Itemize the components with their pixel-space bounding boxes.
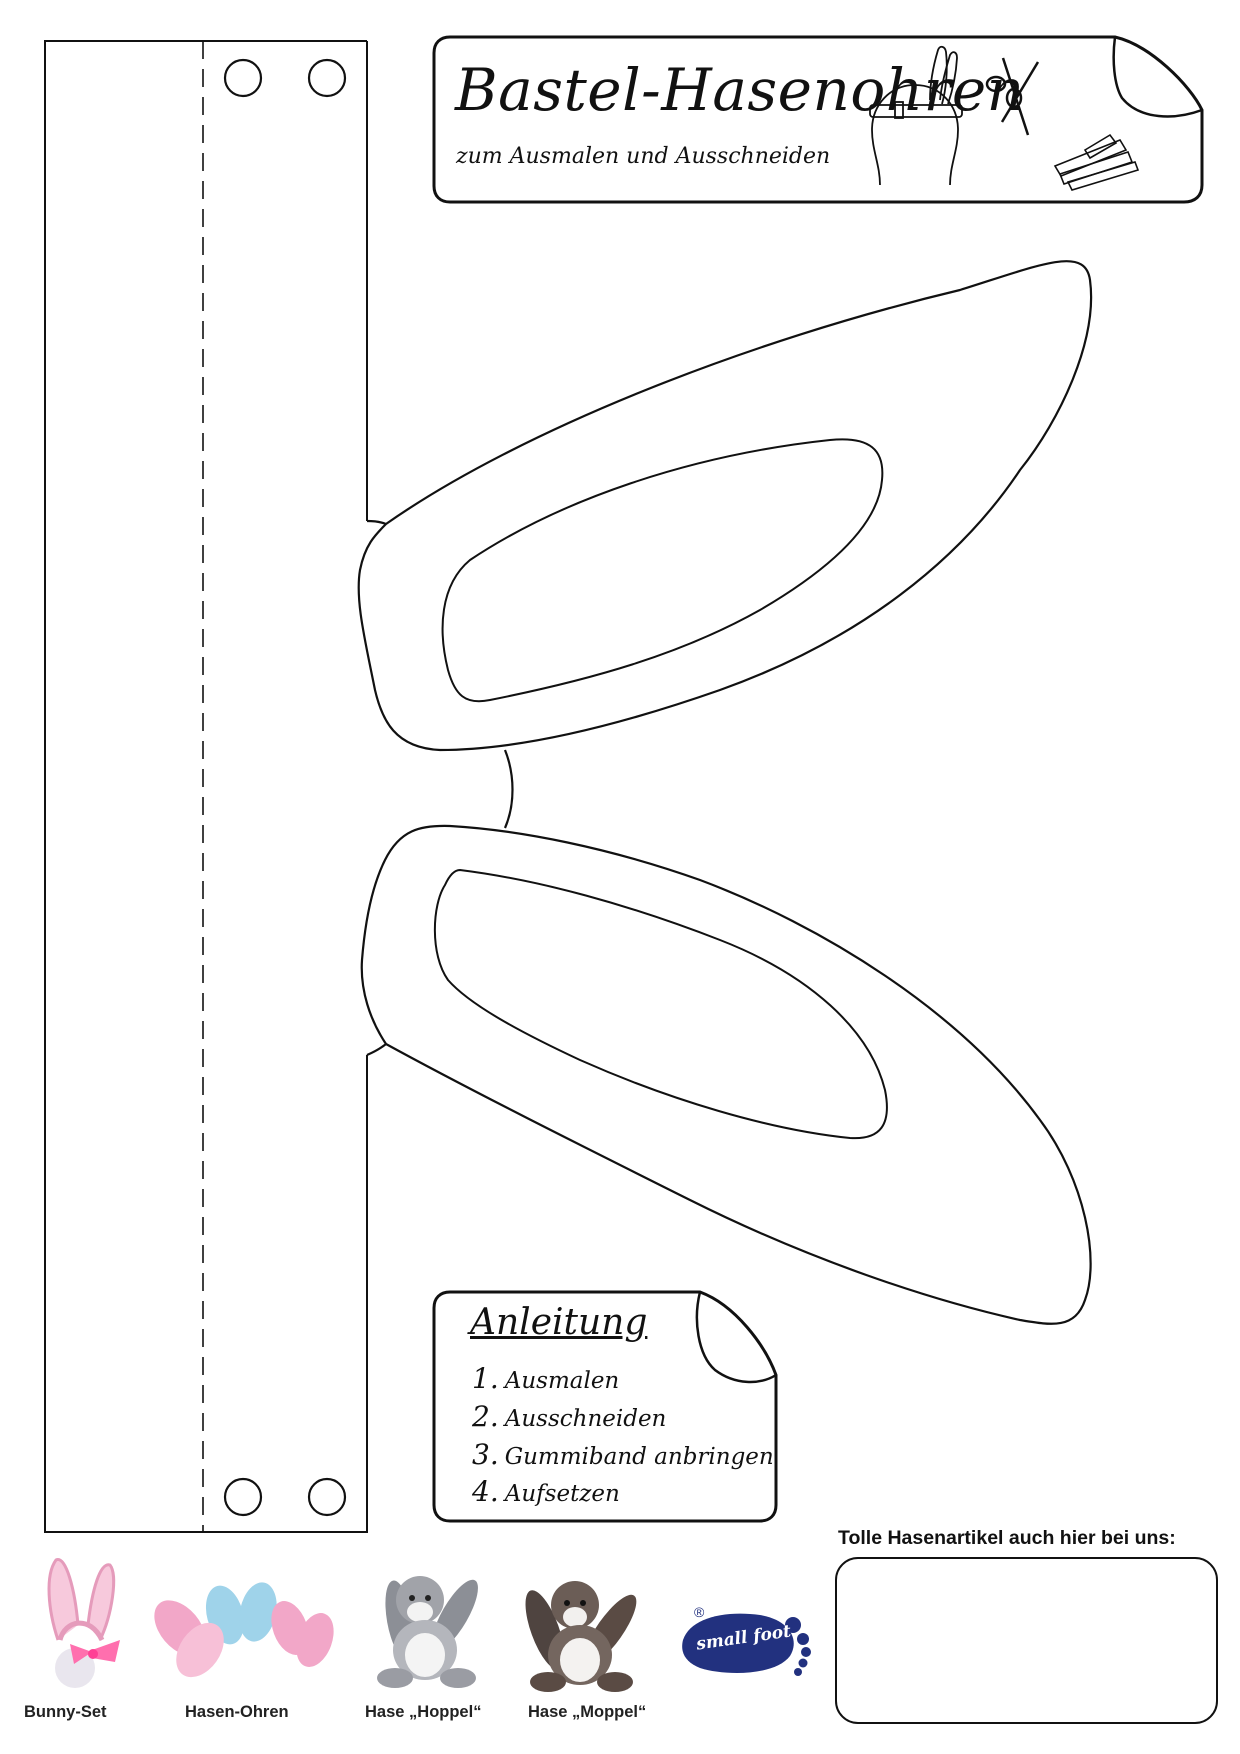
retailer-stamp-box xyxy=(836,1558,1217,1723)
product-label-moppel: Hase „Moppel“ xyxy=(528,1703,647,1721)
hole-bottom-right xyxy=(309,1479,345,1515)
plush-bunny-grey-image xyxy=(377,1574,486,1688)
hole-bottom-left xyxy=(225,1479,261,1515)
crayons-icon xyxy=(1055,135,1138,190)
hole-top-left xyxy=(225,60,261,96)
hole-top-right xyxy=(309,60,345,96)
lower-ear xyxy=(362,826,1091,1324)
header-page-curl xyxy=(1114,37,1202,116)
product-label-bunny-set: Bunny-Set xyxy=(24,1703,107,1721)
step-number: 3. xyxy=(472,1438,499,1471)
step-text: Ausschneiden xyxy=(504,1406,667,1432)
product-label-hoppel: Hase „Hoppel“ xyxy=(365,1703,482,1721)
step-number: 1. xyxy=(472,1362,499,1395)
step-number: 4. xyxy=(472,1475,499,1508)
instructions-title: Anleitung xyxy=(470,1302,648,1343)
page-subtitle: zum Ausmalen und Ausschneiden xyxy=(456,144,831,169)
upper-ear xyxy=(359,261,1091,750)
elastic-holes xyxy=(225,60,345,1515)
instruction-step-2 xyxy=(472,1400,666,1433)
step-number: 2. xyxy=(472,1400,499,1433)
instructions-page-curl xyxy=(697,1292,776,1382)
step-text: Gummiband anbringen xyxy=(504,1444,774,1470)
brand-name: small foot xyxy=(695,1621,793,1655)
promo-heading: Tolle Hasenartikel auch hier bei uns: xyxy=(838,1527,1176,1549)
brand-registered-mark: ® xyxy=(694,1604,705,1620)
step-text: Aufsetzen xyxy=(504,1481,620,1507)
ear-connector xyxy=(505,750,513,828)
product-label-hasen-ohren: Hasen-Ohren xyxy=(185,1703,289,1721)
page-title: Bastel-Hasenohren xyxy=(455,56,1025,124)
bunny-set-image xyxy=(49,1560,120,1688)
instruction-step-3 xyxy=(472,1438,774,1471)
hasen-ohren-image xyxy=(144,1579,340,1686)
instruction-step-4 xyxy=(472,1475,620,1508)
headband-strip xyxy=(45,41,367,1532)
plush-bunny-brown-image xyxy=(517,1581,644,1692)
instruction-step-1 xyxy=(472,1362,619,1395)
step-text: Ausmalen xyxy=(504,1368,620,1394)
